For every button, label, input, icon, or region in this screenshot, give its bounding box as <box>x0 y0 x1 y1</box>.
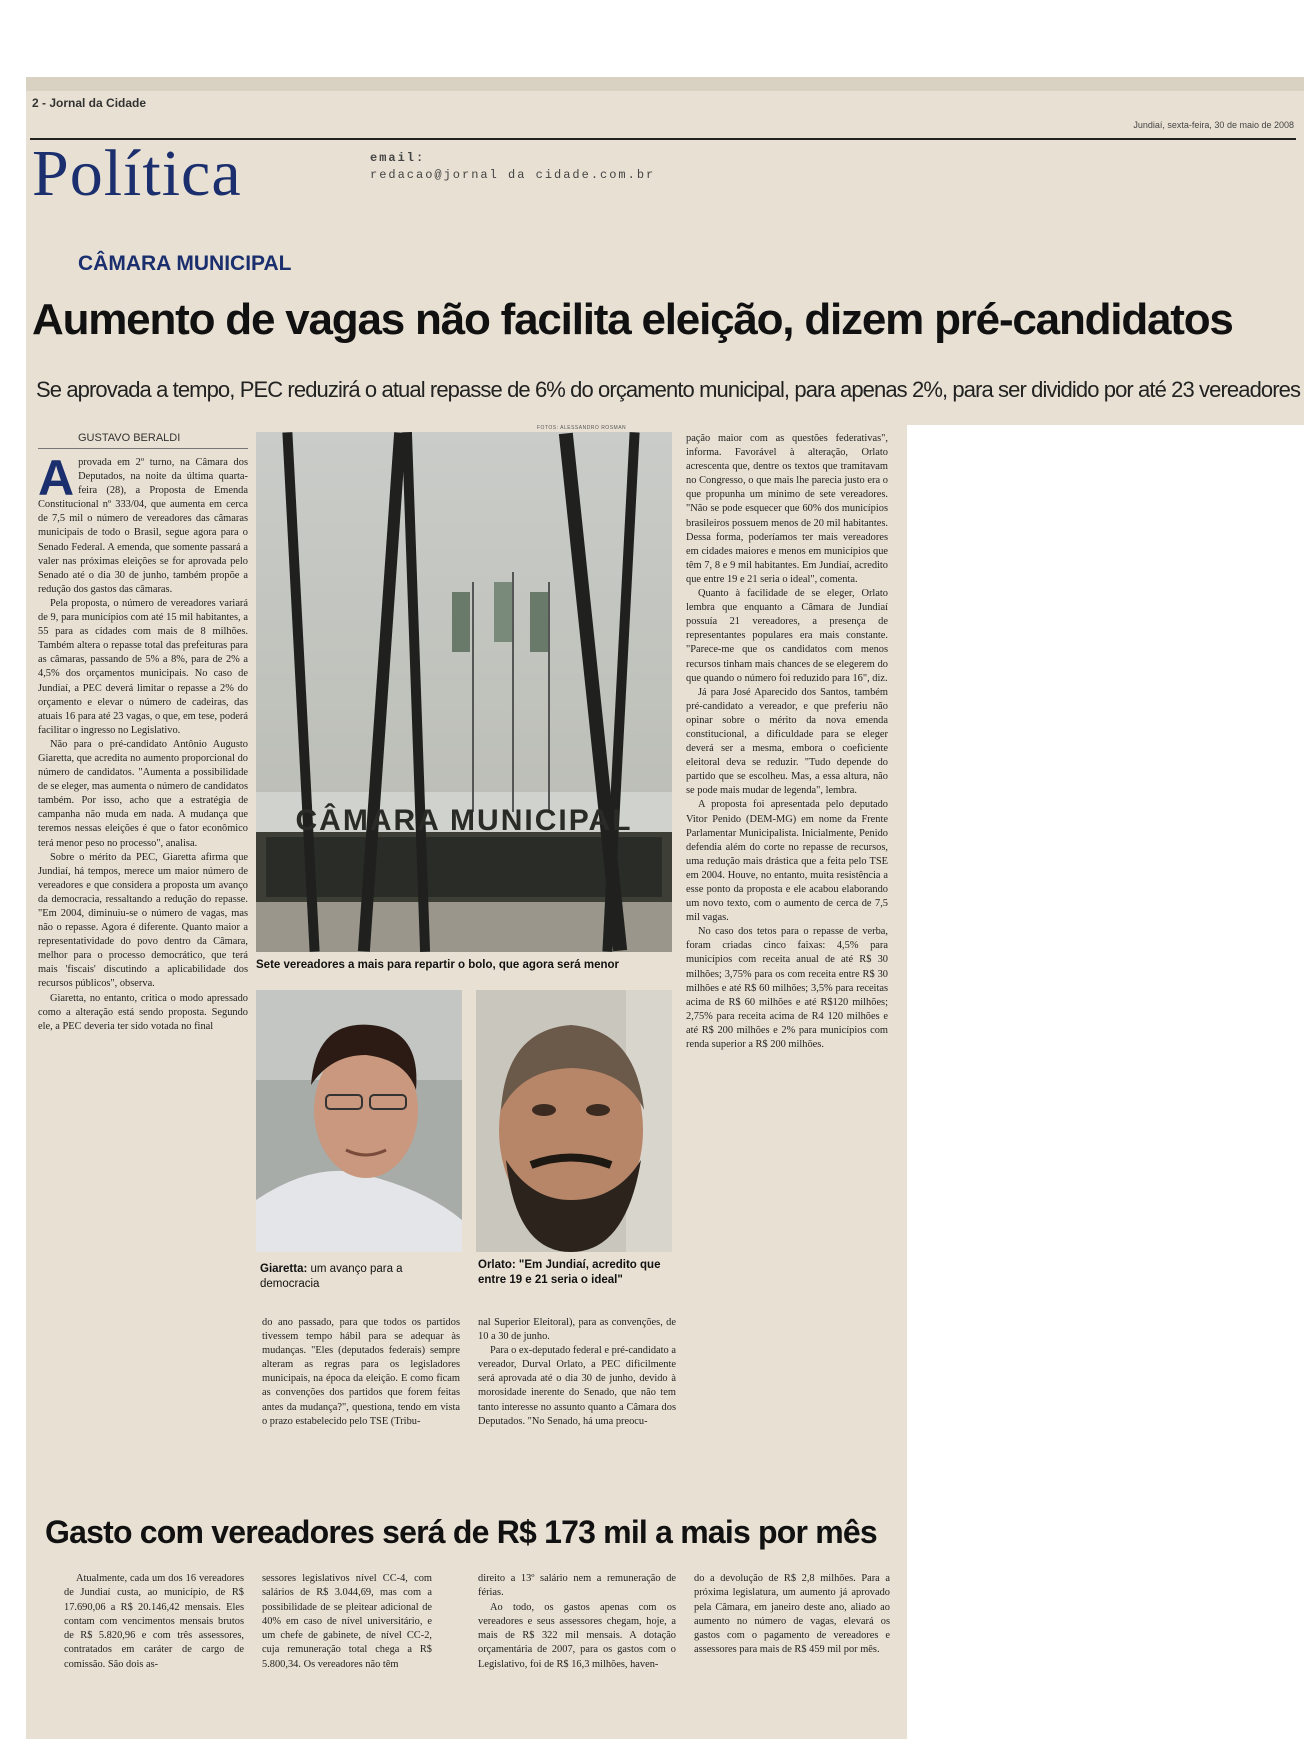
main-photo-image <box>256 432 672 952</box>
photo-orlato <box>476 990 672 1252</box>
photo-giaretta-image <box>256 990 462 1252</box>
sidebar-column-4 <box>694 1572 890 1722</box>
paragraph: sessores legislativos nível CC-4, com salários de R$ 3.044,69, mas com a possibilidade de se pleitear adicional de 40% em caso de nível universitário, e um chefe de gabinete, de nível CC-2, cuja remuneração total chega a R$ 5.800,34. Os vereadores não têm <box>262 1573 432 1670</box>
article-deck: Se aprovada a tempo, PEC reduzirá o atual repasse de 6% do orçamento municipal, para apenas 2%, para ser dividido por até 23 vereadores <box>36 377 1301 402</box>
paragraph: Já para José Aparecido dos Santos, também pré-candidato a vereador, e que preferiu não opinar sobre o mérito da nova emenda constitucional, a dificuldade para se eleger deverá ser a mesma, embora o coeficiente eleitoral deva se reduzir. "Tudo depende do partido que se escolheu. Mas, a essa altura, não se pode mais mudar de legenda", lembra. <box>686 686 888 797</box>
paragraph: Ao todo, os gastos apenas com os vereadores e seus assessores chegam, hoje, a mais de R$ 322 mil mensais. A dotação orçamentária de 2007, para os gastos com o Legislativo, foi de R$ 16,3 milhões, haven- <box>478 1601 676 1670</box>
photo-credit: FOTOS: ALESSANDRO ROSMAN <box>537 425 627 431</box>
dateline: Jundiaí, sexta-feira, 30 de maio de 2008 <box>1133 120 1294 130</box>
paragraph: Atualmente, cada um dos 16 vereadores de Jundiaí custa, ao município, de R$ 17.690,06 a R$ 20.146,42 mensais. Eles contam com vencimentos mensais brutos de R$ 5.820,96 e com três assessores, contratados em caráter de cargo de comissão. São dois as- <box>64 1573 244 1670</box>
caption-giaretta-name: Giaretta: <box>260 1263 308 1275</box>
paragraph: No caso dos tetos para o repasse de verba, foram criadas cinco faixas: 4,5% para municípios com receita anual de até R$ 30 milhões; 3,75% para os com receita entre R$ 30 milhões e até R$ 60 milhões; 3,5% para receitas acima de R$ 60 milhões e até R$120 milhões; 2,75% para receita acima de R4 120 milhões e até R$ 200 milhões e 2% para municípios com renda superior a R$ 200 milhões. <box>686 926 888 1051</box>
caption-orlato-name: Orlato: <box>478 1259 516 1271</box>
top-strip <box>26 77 1304 91</box>
paragraph: A proposta foi apresentada pelo deputado Vitor Penido (DEM-MG) em nome da Frente Parlamentar Municipalista. Inicialmente, Penido defendia além do corte no repasse de recursos, uma redução mais drástica que a feita pelo TSE em 2004. Houve, no entanto, muita resistência a esse ponto da proposta e ele acabou elaborando um novo texto, com o aumento de cerca de 7,5 mil vagas. <box>686 799 888 924</box>
photo-orlato-image <box>476 990 672 1252</box>
paragraph: Quanto à facilidade de se eleger, Orlato lembra que enquanto a Câmara de Jundiaí possuía 21 vereadores, a presença de representantes populares era mais constante. "Parece-me que os candidatos com menos recursos tinham mais chances de se elegerem do que quando o número foi reduzido para 16", diz. <box>686 588 888 684</box>
sidebar-column-2 <box>262 1572 432 1722</box>
article-headline: Aumento de vagas não facilita eleição, dizem pré-candidatos <box>32 295 1233 344</box>
email-block <box>370 150 655 184</box>
article-kicker: CÂMARA MUNICIPAL <box>78 252 292 275</box>
sidebar-column-3 <box>478 1572 676 1722</box>
main-photo-caption: Sete vereadores a mais para repartir o bolo, que agora será menor <box>256 959 620 971</box>
email-label: email: <box>370 151 426 165</box>
article-byline: GUSTAVO BERALDI <box>78 432 181 444</box>
paragraph: Sobre o mérito da PEC, Giaretta afirma que Jundiaí, há tempos, merece um maior número de vereadores e que considera a proposta um avanço da democracia, ressaltando a redução do repasse. "Em 2004, diminuiu-se o número de vagas, mas não o repasse. Agora é diferente. Quanto maior a representatividade do povo dentro da Câmara, melhor para o processo democrático, que terá mais 'fiscais' discutindo a aplicabilidade dos recursos públicos", observa. <box>38 851 248 990</box>
paragraph: Aprovada em 2º turno, na Câmara dos Deputados, na noite da última quarta-feira (28), a Proposta de Emenda Constitucional nº 333/04, que aumenta em cerca de 7,5 mil o número de vereadores das câmaras municipais de todo o Brasil, segue agora para o Senado Federal. A emenda, que somente passará a valer nas próximas eleições se for aprovada pelo Senado até o dia 30 de junho, também propõe a redução dos gastos das câmaras. <box>38 456 248 595</box>
paragraph: Pela proposta, o número de vereadores variará de 9, para municípios com até 15 mil habitantes, a 55 para as cidades com mais de 8 milhões. Também altera o repasse total das prefeituras para as câmaras, passando de 5% a 8%, para de 2% a 4,5% dos orçamentos municipais. No caso de Jundiaí, a PEC deverá limitar o repasse a 2% do orçamento e elevar o número de cadeiras, das atuais 16 para até 23 vagas, o que, em tese, poderá facilitar o ingresso no Legislativo. <box>38 597 248 736</box>
article-column-1 <box>38 456 248 1506</box>
paragraph: Para o ex-deputado federal e pré-candidato a vereador, Durval Orlato, a PEC dificilmente será aprovada até o dia 30 de junho, devido à morosidade inerente do Senado, que não tem tanto interesse no assunto quanto a Câmara dos Deputados. "No Senado, há uma preocu- <box>478 1345 676 1427</box>
photo-giaretta <box>256 990 462 1252</box>
dropcap: A <box>38 456 75 506</box>
paragraph: Não para o pré-candidato Antônio Augusto Giaretta, que acredita no aumento proporcional do número de candidatos. "Aumenta a possibilidade de se eleger, mas aumenta o número de candidatos também. Por isso, acho que a estratégia de campanha não muda em nada. A mudança que teremos nessas eleições é que o fator econômico terá menor peso no processo", analisa. <box>38 738 248 849</box>
email-address: redacao@jornal da cidade.com.br <box>370 168 656 182</box>
paragraph: direito a 13º salário nem a remuneração de férias. <box>478 1573 676 1599</box>
paragraph: Giaretta, no entanto, critica o modo apressado como a alteração está sendo proposta. Segundo ele, a PEC deveria ter sido votada no final <box>38 992 248 1032</box>
article-column-3 <box>478 1316 676 1506</box>
building-sign: CÂMARA MUNICIPAL <box>295 804 633 837</box>
paragraph: nal Superior Eleitoral), para as convenções, de 10 a 30 de junho. <box>478 1317 676 1343</box>
caption-giaretta <box>260 1262 460 1292</box>
article-column-2 <box>262 1316 460 1506</box>
main-photo-camara <box>256 432 672 952</box>
sidebar-headline: Gasto com vereadores será de R$ 173 mil a mais por mês <box>45 1514 877 1550</box>
byline-rule <box>38 448 248 449</box>
newspaper-background-top <box>26 77 1304 425</box>
sidebar-column-1 <box>64 1572 244 1722</box>
paragraph: do a devolução de R$ 2,8 milhões. Para a próxima legislatura, um aumento já aprovado pela Câmara, em janeiro deste ano, aliado ao aumento no número de vagas, elevará os gastos com o pagamento de vereadores e assessores para mais de R$ 459 mil por mês. <box>694 1573 890 1656</box>
paragraph: do ano passado, para que todos os partidos tivessem tempo hábil para se adequar às mudanças. "Eles (deputados federais) sempre alteram as regras para os legisladores municipais, na época da eleição. E como ficam as convenções dos partidos que forem feitas antes da mudança?", questiona, tendo em vista o prazo estabelecido pelo TSE (Tribu- <box>262 1317 460 1427</box>
caption-giaretta-text: um avanço para a democracia <box>260 1263 403 1290</box>
page-folio: 2 - Jornal da Cidade <box>32 96 147 110</box>
article-column-4 <box>686 432 888 1506</box>
section-title: Política <box>32 137 242 210</box>
caption-orlato-text: "Em Jundiaí, acredito que entre 19 e 21 seria o ideal" <box>478 1259 661 1286</box>
caption-orlato <box>478 1258 678 1288</box>
paragraph: pação maior com as questões federativas", informa. Favorável à alteração, Orlato acrescenta que, dentre os textos que tramitavam no Congresso, o que mais lhe parecia justo era o que propunha um mínimo de sete vereadores. "Não se pode esquecer que 60% dos municípios brasileiros possuem menos de 20 mil habitantes. Dessa forma, poderíamos ter mais vereadores em cidades maiores e menos em municípios que têm 7, 8 e 9 mil habitantes. Em Jundiaí, acredito que entre 19 e 21 seria o ideal", comenta. <box>686 433 888 585</box>
